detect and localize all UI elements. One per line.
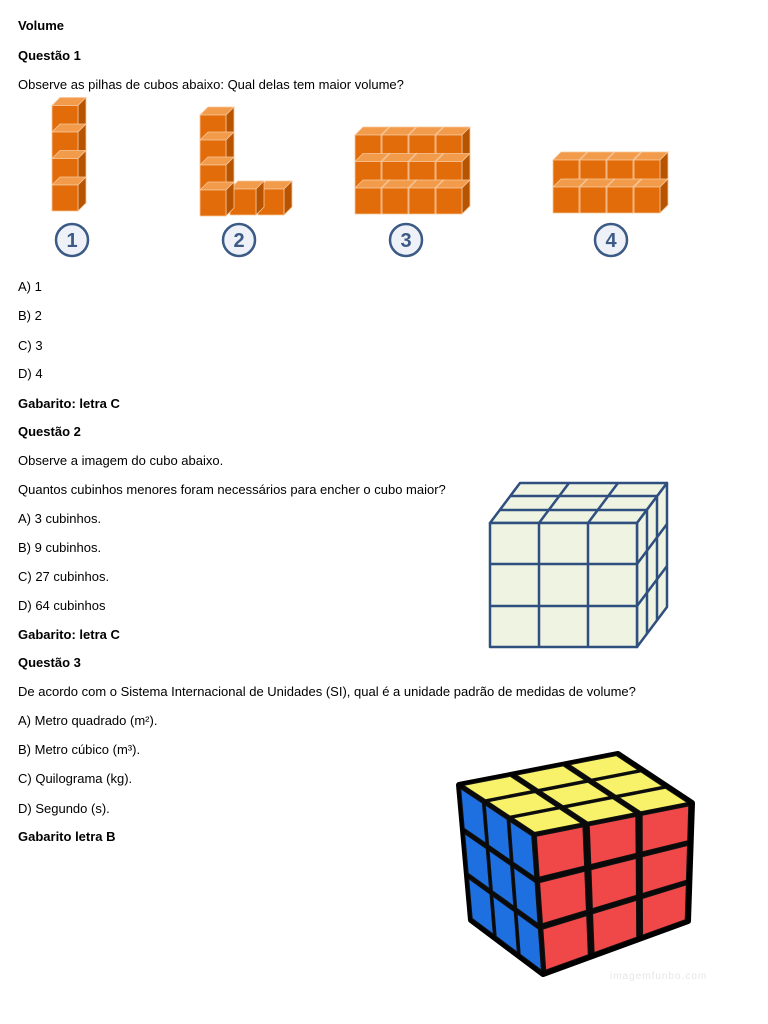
q1-heading: Questão 1 — [18, 48, 81, 63]
stack-number-label: 4 — [605, 230, 617, 252]
q3-option-b: B) Metro cúbico (m³). — [18, 742, 141, 757]
q2-option-b: B) 9 cubinhos. — [18, 540, 102, 555]
q2-answer: Gabarito: letra C — [18, 627, 120, 642]
q1-option-c: C) 3 — [18, 338, 43, 353]
q1-option-d: D) 4 — [18, 366, 43, 381]
stack-number-badge — [390, 224, 422, 256]
grid-cube-figure — [480, 475, 680, 655]
watermark: imagemfunbo.com — [610, 971, 708, 982]
stack-number-badge — [595, 224, 627, 256]
stack-number-label: 2 — [233, 230, 245, 252]
q3-option-d: D) Segundo (s). — [18, 801, 110, 816]
stack-number-label: 1 — [66, 230, 78, 252]
q2-option-a: A) 3 cubinhos. — [18, 511, 102, 526]
stack-number-badge — [56, 224, 88, 256]
q2-heading: Questão 2 — [18, 424, 81, 439]
q2-option-c: C) 27 cubinhos. — [18, 569, 110, 584]
page-title: Volume — [18, 18, 64, 33]
q3-prompt: De acordo com o Sistema Internacional de Unidades (SI), qual é a unidade padrão de medidas de volume? — [18, 684, 636, 699]
rubiks-cube-image — [440, 740, 710, 990]
stack-number-badge — [223, 224, 255, 256]
q2-option-d: D) 64 cubinhos — [18, 598, 106, 613]
q3-option-c: C) Quilograma (kg). — [18, 771, 133, 786]
q1-answer: Gabarito: letra C — [18, 396, 120, 411]
stack-number-label: 3 — [400, 230, 412, 252]
q3-answer: Gabarito letra B — [18, 829, 116, 844]
q3-heading: Questão 3 — [18, 655, 81, 670]
q3-option-a: A) Metro quadrado (m²). — [18, 713, 158, 728]
q1-option-b: B) 2 — [18, 308, 42, 323]
q2-prompt-1: Observe a imagem do cubo abaixo. — [18, 453, 224, 468]
q1-prompt: Observe as pilhas de cubos abaixo: Qual delas tem maior volume? — [18, 77, 404, 92]
q2-prompt-2: Quantos cubinhos menores foram necessários para encher o cubo maior? — [18, 482, 446, 497]
q1-option-a: A) 1 — [18, 279, 42, 294]
cube-stacks-figure — [0, 95, 768, 265]
